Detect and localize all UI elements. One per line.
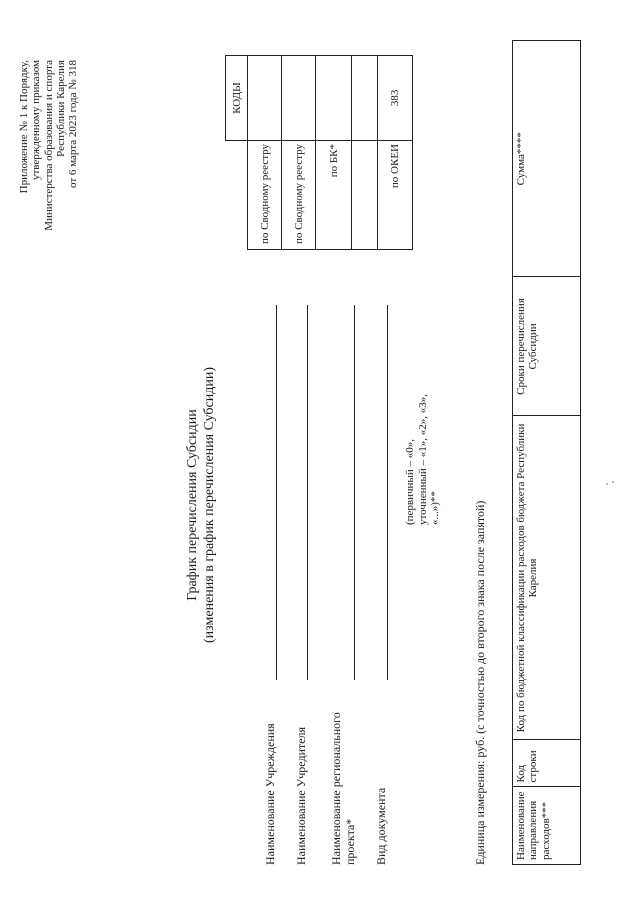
doctype-label: Вид документа bbox=[374, 787, 388, 865]
codes-label bbox=[352, 141, 378, 250]
founder-label: Наименование Учредителя bbox=[294, 726, 308, 865]
codes-label: по Сводному реестру bbox=[282, 141, 316, 250]
appendix-header bbox=[18, 60, 80, 320]
codes-value bbox=[248, 56, 282, 141]
col-header-terms: Сроки перечисления Субсидии bbox=[513, 277, 581, 416]
codes-label: по БК* bbox=[316, 141, 352, 250]
scan-dot bbox=[612, 481, 614, 483]
codes-value bbox=[352, 56, 378, 141]
codes-value: 383 bbox=[378, 56, 413, 141]
title-main: График перечисления Субсидии bbox=[185, 409, 200, 601]
col-header-direction: Наименование направления расходов*** bbox=[513, 787, 581, 865]
codes-header: КОДЫ bbox=[226, 56, 248, 141]
doctype-field-line[interactable] bbox=[387, 305, 388, 680]
codes-label: по ОКЕИ bbox=[378, 141, 413, 250]
col-header-line-code: Код строки bbox=[513, 740, 581, 787]
title-sub: (изменения в график перечисления Субсидии) bbox=[201, 367, 217, 643]
header-line: от 6 марта 2023 года № 318 bbox=[67, 60, 80, 189]
header-line: утвержденному приказом bbox=[30, 60, 43, 181]
col-header-sum: Сумма**** bbox=[513, 41, 581, 277]
codes-table bbox=[225, 55, 413, 250]
doctype-note: (первичный – «0», уточненный – «1», «2», «3», «...»)** bbox=[404, 394, 442, 525]
codes-label: по Сводному реестру bbox=[248, 141, 282, 250]
project-label: Наименование регионального проекта* bbox=[329, 712, 357, 865]
unit-label: Единица измерения: руб. (с точностью до второго знака после запятой) bbox=[473, 500, 487, 865]
codes-value bbox=[282, 56, 316, 141]
institution-label: Наименование Учреждения bbox=[263, 723, 277, 865]
project-field-line[interactable] bbox=[354, 305, 355, 680]
header-line: Республики Карелия bbox=[54, 60, 67, 157]
codes-value bbox=[316, 56, 352, 141]
transfer-schedule-table bbox=[512, 40, 581, 865]
institution-field-line[interactable] bbox=[276, 305, 277, 680]
founder-field-line[interactable] bbox=[307, 305, 308, 680]
col-header-budget-code: Код по бюджетной классификации расходов бюджета Республики Карелия bbox=[513, 416, 581, 740]
scan-dot bbox=[606, 483, 608, 485]
header-line: Приложение № 1 к Порядку, bbox=[18, 60, 30, 194]
document-title bbox=[185, 325, 219, 685]
header-line: Министерства образования и спорта bbox=[42, 60, 55, 231]
